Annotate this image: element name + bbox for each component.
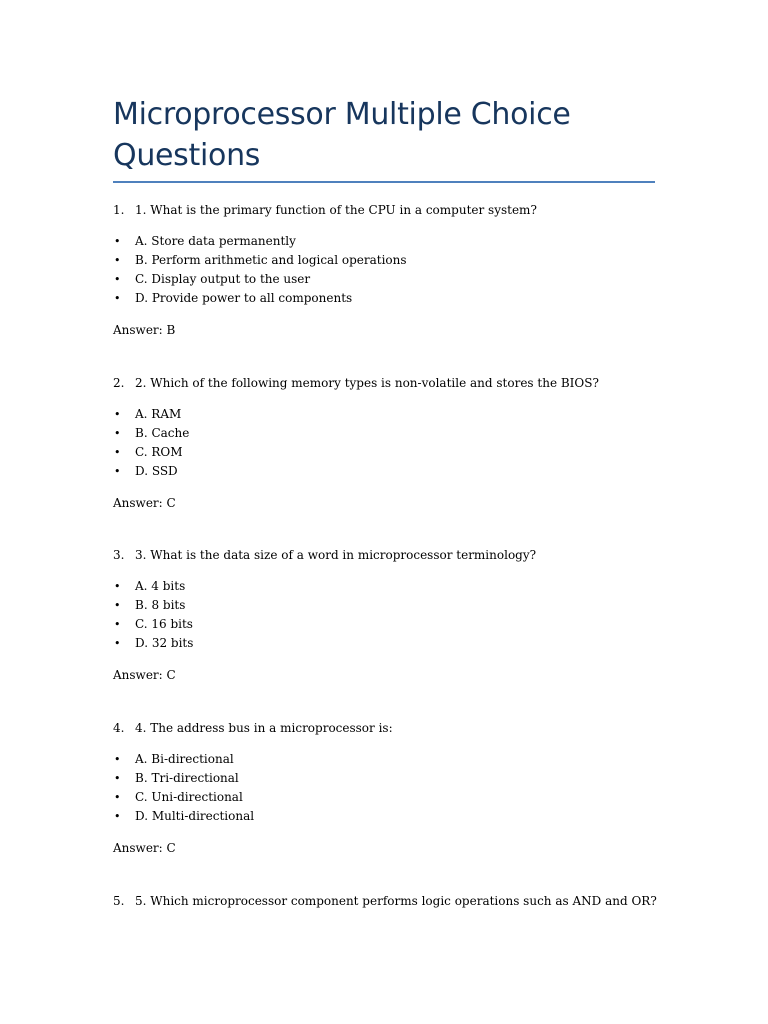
title-underline [113,181,655,183]
bullet-icon: • [114,753,121,766]
question-list-number: 4. [113,721,125,735]
list-item [113,750,393,769]
list-item [113,289,537,308]
bullet-icon: • [114,810,121,823]
question-list-number: 1. [113,203,125,217]
list-item [113,615,536,634]
bullet-icon: • [114,599,121,612]
question-text: 2. Which of the following memory types is non-volatile and stores the BIOS? [135,376,599,390]
question-line [113,375,599,391]
question-5 [113,893,657,909]
option-text: A. 4 bits [135,579,186,593]
bullet-icon: • [114,446,121,459]
bullet-icon: • [114,791,121,804]
option-text: D. SSD [135,464,178,478]
question-list-number: 3. [113,548,125,562]
bullet-icon: • [114,637,121,650]
option-list [113,577,536,653]
bullet-icon: • [114,618,121,631]
option-text: B. Tri-directional [135,771,239,785]
option-text: D. Provide power to all components [135,291,353,305]
bullet-icon: • [114,408,121,421]
question-line [113,720,393,736]
option-text: D. 32 bits [135,636,194,650]
option-text: C. 16 bits [135,617,193,631]
bullet-icon: • [114,292,121,305]
bullet-icon: • [114,465,121,478]
option-text: B. 8 bits [135,598,186,612]
answer-text: Answer: B [113,323,176,337]
option-text: D. Multi-directional [135,809,255,823]
list-item [113,596,536,615]
option-text: A. RAM [135,407,182,421]
answer-text: Answer: C [113,668,176,682]
question-list-number: 2. [113,376,125,390]
list-item [113,443,599,462]
question-text: 3. What is the data size of a word in microprocessor terminology? [135,548,537,562]
question-1 [113,202,537,338]
question-line [113,547,536,563]
bullet-icon: • [114,427,121,440]
question-line [113,893,657,909]
question-line [113,202,537,218]
list-item [113,462,599,481]
list-item [113,405,599,424]
option-text: C. Display output to the user [135,272,311,286]
list-item [113,577,536,596]
question-3 [113,547,536,683]
option-list [113,750,393,826]
option-text: C. ROM [135,445,183,459]
option-text: B. Cache [135,426,190,440]
bullet-icon: • [114,235,121,248]
option-text: C. Uni-directional [135,790,243,804]
bullet-icon: • [114,273,121,286]
option-text: A. Store data permanently [135,234,296,248]
document-page [113,94,657,908]
option-list [113,232,537,308]
answer-text: Answer: C [113,841,176,855]
list-item [113,270,537,289]
question-2 [113,375,599,511]
list-item [113,788,393,807]
list-item [113,251,537,270]
option-list [113,405,599,481]
question-text: 4. The address bus in a microprocessor is: [135,721,393,735]
option-text: B. Perform arithmetic and logical operations [135,253,407,267]
list-item [113,634,536,653]
page-title: Microprocessor Multiple Choice Questions [113,97,571,173]
bullet-icon: • [114,772,121,785]
question-text: 5. Which microprocessor component performs logic operations such as AND and OR? [135,894,657,908]
list-item [113,424,599,443]
bullet-icon: • [114,254,121,267]
list-item [113,807,393,826]
answer-text: Answer: C [113,496,176,510]
list-item [113,232,537,251]
bullet-icon: • [114,580,121,593]
question-list-number: 5. [113,894,125,908]
question-text: 1. What is the primary function of the CPU in a computer system? [135,203,537,217]
list-item [113,769,393,788]
question-4 [113,720,393,856]
option-text: A. Bi-directional [135,752,234,766]
